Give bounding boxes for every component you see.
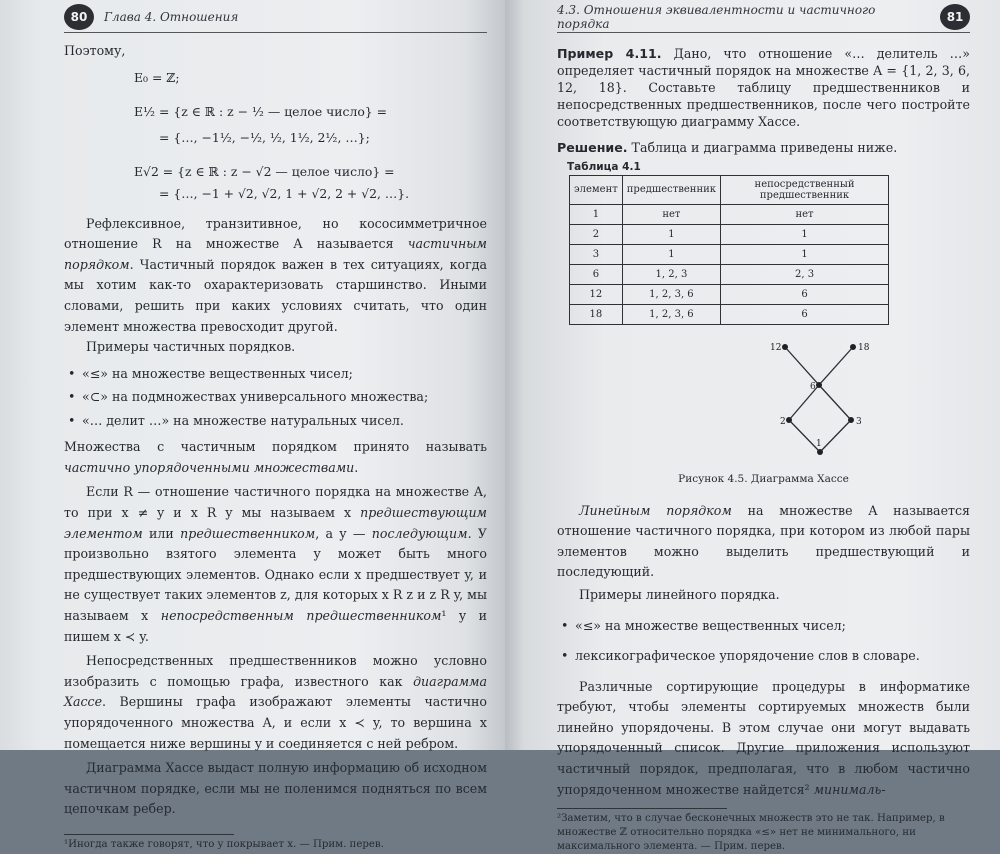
hasse-diagram [707,337,907,467]
table-cell: 1 [721,244,889,264]
list-item: • «⊂» на подмножествах универсального множества; [64,387,487,408]
hasse-edge [819,347,853,385]
table-header-cell: непосредственный предшественник [721,175,889,204]
table-cell: 1, 2, 3, 6 [622,284,720,304]
table-row [570,204,889,224]
right-footnote: ²Заметим, что в случае бесконечных множеств это не так. Например, в множестве ℤ относительно порядка «≤» нет не минимального, ни максимального элемента. — Прим. перев. [557,813,945,853]
table-row [570,304,889,324]
paragraph-linear-order: Линейным порядком на множестве A называется отношение частичного порядка, при котором из любой пары элементов можно выделить предшествующий и последующий. [557,502,970,580]
footnote-divider [557,808,727,809]
hasse-node-3 [848,417,854,423]
hasse-node-1 [817,449,823,455]
list-item: • «≤» на множестве вещественных чисел; [557,616,970,637]
hasse-label-18: 18 [858,342,870,353]
table-row [570,264,889,284]
paragraph-linear-examples: Примеры линейного порядка. [579,586,780,602]
hasse-node-2 [786,417,792,423]
math-e-half-2: = {…, −1½, −½, ½, 1½, 2½, …}; [159,129,370,145]
math-e-sqrt2-2: = {…, −1 + √2, √2, 1 + √2, 2 + √2, …}. [159,185,410,201]
table-cell: 1 [622,244,720,264]
solution-label: Решение. [557,140,628,155]
list-item: • лексикографическое упорядочение слов в словаре. [557,646,970,667]
table-caption: Таблица 4.1 [567,160,641,173]
hasse-node-12 [782,344,788,350]
footnote-divider [64,834,234,835]
paragraph-poset: Множества с частичным порядком принято называть частично упорядоченными множествами. [64,439,487,475]
table-cell: нет [721,204,889,224]
left-running-head [64,4,487,33]
table-cell: 6 [721,304,889,324]
table-cell: 2, 3 [721,264,889,284]
math-e0: E₀ = ℤ; [134,69,180,85]
left-page-number: 80 [64,4,94,30]
example-4-11: Пример 4.11. Дано, что отношение «… делитель …» определяет частичный порядок на множестве A = {1, 2, 3, 6, 12, 18}. Составьте таблицу предшественников и непосредственных предшественников, после чего постройте соответствующую диаграмму Хассе. [557,46,970,129]
table-cell: 12 [570,284,623,304]
table-cell: 18 [570,304,623,324]
table-header-cell: элемент [570,175,623,204]
paragraph-partial-order: Рефлексивное, транзитивное, но кососимметричное отношение R на множестве A называется частичным порядком. Частичный порядок важен в тех ситуациях, когда мы хотим как-то охарактеризовать старшинство. Иными словами, решить при каких условиях считать, что один элемент множества превосходит другой. [64,215,487,334]
table-header-cell: предшественник [622,175,720,204]
paragraph-examples: Примеры частичных порядков. [86,339,296,355]
paragraph-sorting: Различные сортирующие процедуры в информатике требуют, чтобы элементы сортируемых множеств были линейно упорядочены. В этом случае они могут выдавать упорядоченный список. Другие приложения используют частичный порядок, предполагая, что в любом частично упорядоченном множестве найдется² минималь- [557,678,970,797]
hasse-label-3: 3 [856,416,862,427]
figure-caption: Рисунок 4.5. Диаграмма Хассе [678,472,849,485]
math-block [64,68,487,204]
table-row [570,284,889,304]
table-cell: 1, 2, 3 [622,264,720,284]
hasse-node-18 [850,344,856,350]
example-label: Пример 4.11. [557,46,662,61]
right-section-title: 4.3. Отношения эквивалентности и частичного порядка [557,3,876,31]
hasse-edge [785,347,819,385]
right-page-number: 81 [940,4,970,30]
hasse-label-2: 2 [780,416,786,427]
predecessor-table [569,175,889,325]
left-footnote: ¹Иногда также говорят, что y покрывает x. — Прим. перев. [64,838,384,850]
list-item: • «≤» на множестве вещественных чисел; [64,364,487,385]
hasse-node-6 [816,382,822,388]
table-cell: нет [622,204,720,224]
table-row [570,244,889,264]
partial-order-examples-list [64,364,487,432]
hasse-label-1: 1 [816,438,822,449]
paragraph-predecessor: Если R — отношение частичного порядка на множестве A, то при x ≠ y и x R y мы называем x предшествующим элементом или предшественником, а y — последующим. У произвольно взятого элемента y может быть много предшествующих элементов. Однако если x предшествует y, и не существует таких элементов z, для которых x R z и z R y, мы называем x непосредственным предшественником¹ y и пишем x ≺ y. [64,484,488,644]
hasse-edge [820,420,851,452]
hasse-label-6: 6 [810,381,816,392]
table-cell: 1 [570,204,623,224]
table-cell: 3 [570,244,623,264]
table-row [570,224,889,244]
right-page [505,0,1000,853]
math-e-half-1: E½ = {z ∈ ℝ : z − ½ — целое число} = [134,103,388,119]
linear-order-examples-list [557,616,970,667]
hasse-svg [707,337,907,467]
math-e-sqrt2-1: E√2 = {z ∈ ℝ : z − √2 — целое число} = [134,163,395,179]
list-item: • «… делит …» на множестве натуральных чисел. [64,411,487,432]
solution-line: Решение. Таблица и диаграмма приведены ниже. [557,140,898,155]
intro-text: Поэтому, [64,43,126,58]
hasse-label-12: 12 [770,342,782,353]
left-chapter-title: Глава 4. Отношения [104,10,239,24]
right-running-head [557,4,970,33]
table-cell: 2 [570,224,623,244]
table-cell: 1 [622,224,720,244]
table-cell: 6 [570,264,623,284]
paragraph-hasse-intro: Непосредственных предшественников можно условно изобразить с помощью графа, известного как диаграмма Хассе. Вершины графа изображают элементы частично упорядоченного множества A, и если x ≺ y, то вершина x помещается ниже вершины y и соединяется с ней ребром. [64,653,487,751]
table-header-row [570,175,889,204]
table-cell: 6 [721,284,889,304]
hasse-edge [819,385,851,420]
paragraph-hasse-info: Диаграмма Хассе выдаст полную информацию об исходном частичном порядке, если мы не поленимся подняться по всем цепочкам ребер. [64,760,487,817]
table-cell: 1 [721,224,889,244]
table-cell: 1, 2, 3, 6 [622,304,720,324]
